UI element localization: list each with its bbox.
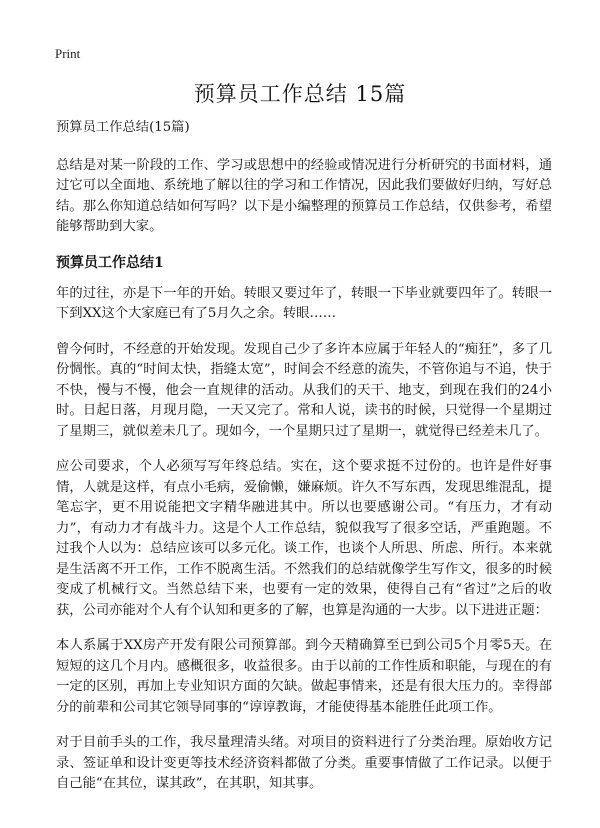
document-subtitle: 预算员工作总结(15篇) <box>56 120 190 135</box>
paragraph: 对于目前手头的工作，我尽量理清头绪。对项目的资料进行了分类治理。原始收方记录、签证单和设计变更等技术经济资料都做了分类。重要事情做了工作记录。以便于自己能“在其位，谋其政”，在其职，知其事。 <box>56 735 552 791</box>
paragraph: 应公司要求，个人必须写写年终总结。实在，这个要求挺不过份的。也许是件好事情，人就是这样，有点小毛病，爱偷懒，嫌麻烦。许久不写东西，发现思维混乱，提笔忘字，更不用说能把文字精华融进其中。所以也要感谢公司。“有压力，才有动力”，有动力才有战斗力。这是个人工作总结，貌似我写了很多空话，严重跑题。不过我个人以为：总结应该可以多元化。谈工作，也谈个人所思、所虑、所行。本来就是生活离不开工作，工作不脱离生活。不然我们的总结就像学生写作文，很多的时候变成了机械行文。当然总结下来，也要有一定的效果，使得自己有“省过”之后的收获，公司亦能对个人有个认知和更多的了解，也算是沟通的一大步。以下进进正题： <box>56 459 552 618</box>
paragraph: 本人系属于XX房产开发有限公司预算部。到今天精确算至已到公司5个月零5天。在短短的这几个月内。感概很多，收益很多。由于以前的工作性质和职能，与现在的有一定的区别，再加上专业知识方面的欠缺。做起事情来，还是有很大压力的。幸得部分的前辈和公司其它领导同事的“谆谆教诲，才能使得基本能胜任此项工作。 <box>56 638 552 715</box>
page-title: 预算员工作总结 15篇 <box>193 82 407 106</box>
intro-paragraph: 总结是对某一阶段的工作、学习或思想中的经验或情况进行分析研究的书面材料，通过它可以全面地、系统地了解以往的学习和工作情况，因此我们要做好归纳，写好总结。那么你知道总结如何写吗？以下是小编整理的预算员工作总结，仅供参考，希望能够帮助到大家。 <box>56 157 552 234</box>
section-heading: 预算员工作总结1 <box>56 254 164 271</box>
paragraph: 年的过往，亦是下一年的开始。转眼又要过年了，转眼一下毕业就要四年了。转眼一下到XX这个大家庭已有了5月久之余。转眼…… <box>56 285 552 321</box>
document-body <box>56 118 552 810</box>
paragraph: 曾今何时，不经意的开始发现。发现自己少了多许本应属于年轻人的“痴狂”，多了几份惆怅。真的“时间太快，指缝太宽”，时间会不经意的流失，不管你追与不追，快于不快，慢与不慢，他会一直规律的活动。从我们的天干、地支，到现在我们的24小时。日起日落，月现月隐，一天又完了。常和人说，读书的时候，只觉得一个星期过了星期三，就似差未几了。现如今，一个星期只过了星期一，就觉得已经差未几了。 <box>56 341 552 439</box>
print-link[interactable]: Print <box>55 46 81 61</box>
